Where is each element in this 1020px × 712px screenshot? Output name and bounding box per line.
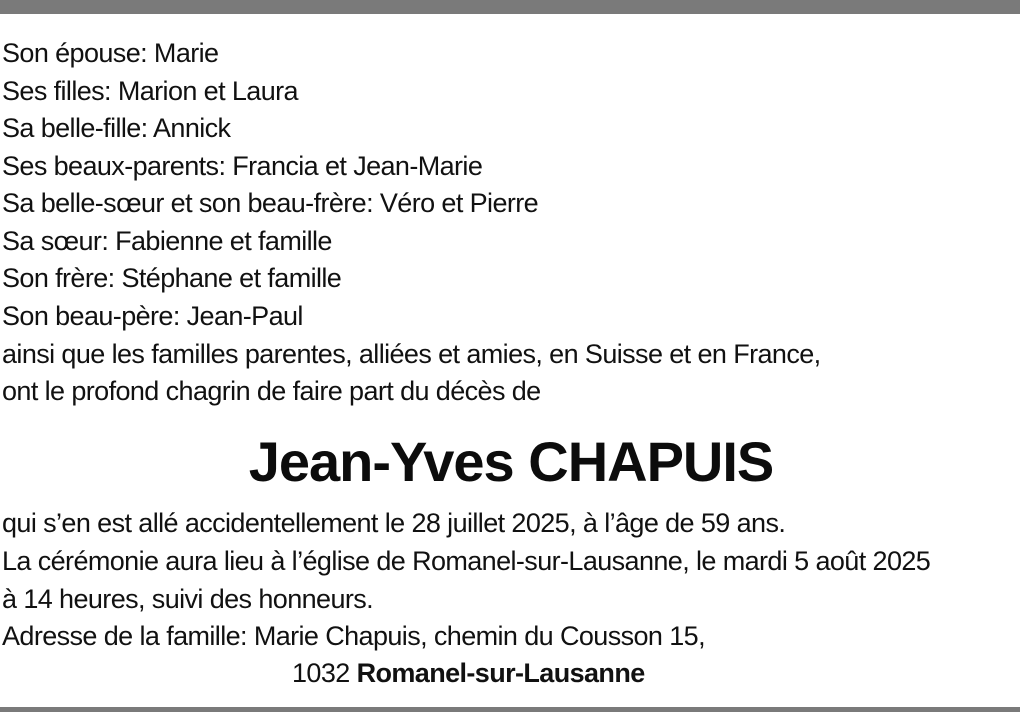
family-line-brother: Son frère: Stéphane et famille [2, 263, 342, 293]
deceased-name: Jean-Yves CHAPUIS [248, 430, 774, 493]
detail-line-ceremony: La cérémonie aura lieu à l’église de Romanel-sur-Lausanne, le mardi 5 août 2025 [2, 546, 931, 576]
address-city-line [292, 657, 645, 689]
family-line-sister: Sa sœur: Fabienne et famille [2, 226, 332, 256]
announcement-line: ont le profond chagrin de faire part du décès de [2, 376, 541, 406]
detail-line-address: Adresse de la famille: Marie Chapuis, chemin du Cousson 15, [2, 621, 705, 651]
family-line-siblings-in-law: Sa belle-sœur et son beau-frère: Véro et Pierre [2, 188, 539, 218]
family-line-relatives: ainsi que les familles parentes, alliées et amies, en Suisse et en France, [2, 339, 821, 369]
detail-line-passing: qui s’en est allé accidentellement le 28 juillet 2025, à l’âge de 59 ans. [2, 508, 786, 538]
address-city: Romanel-sur-Lausanne [356, 658, 645, 688]
family-line-daughters: Ses filles: Marion et Laura [2, 76, 298, 106]
address-postcode: 1032 [292, 658, 350, 688]
family-line-spouse: Son épouse: Marie [2, 38, 219, 68]
family-line-parents-in-law: Ses beaux-parents: Francia et Jean-Marie [2, 151, 483, 181]
family-line-father-in-law: Son beau-père: Jean-Paul [2, 301, 303, 331]
family-line-daughter-in-law: Sa belle-fille: Annick [2, 113, 231, 143]
detail-line-ceremony-time: à 14 heures, suivi des honneurs. [2, 584, 374, 614]
bottom-rule [0, 707, 1020, 712]
top-rule [0, 0, 1020, 14]
